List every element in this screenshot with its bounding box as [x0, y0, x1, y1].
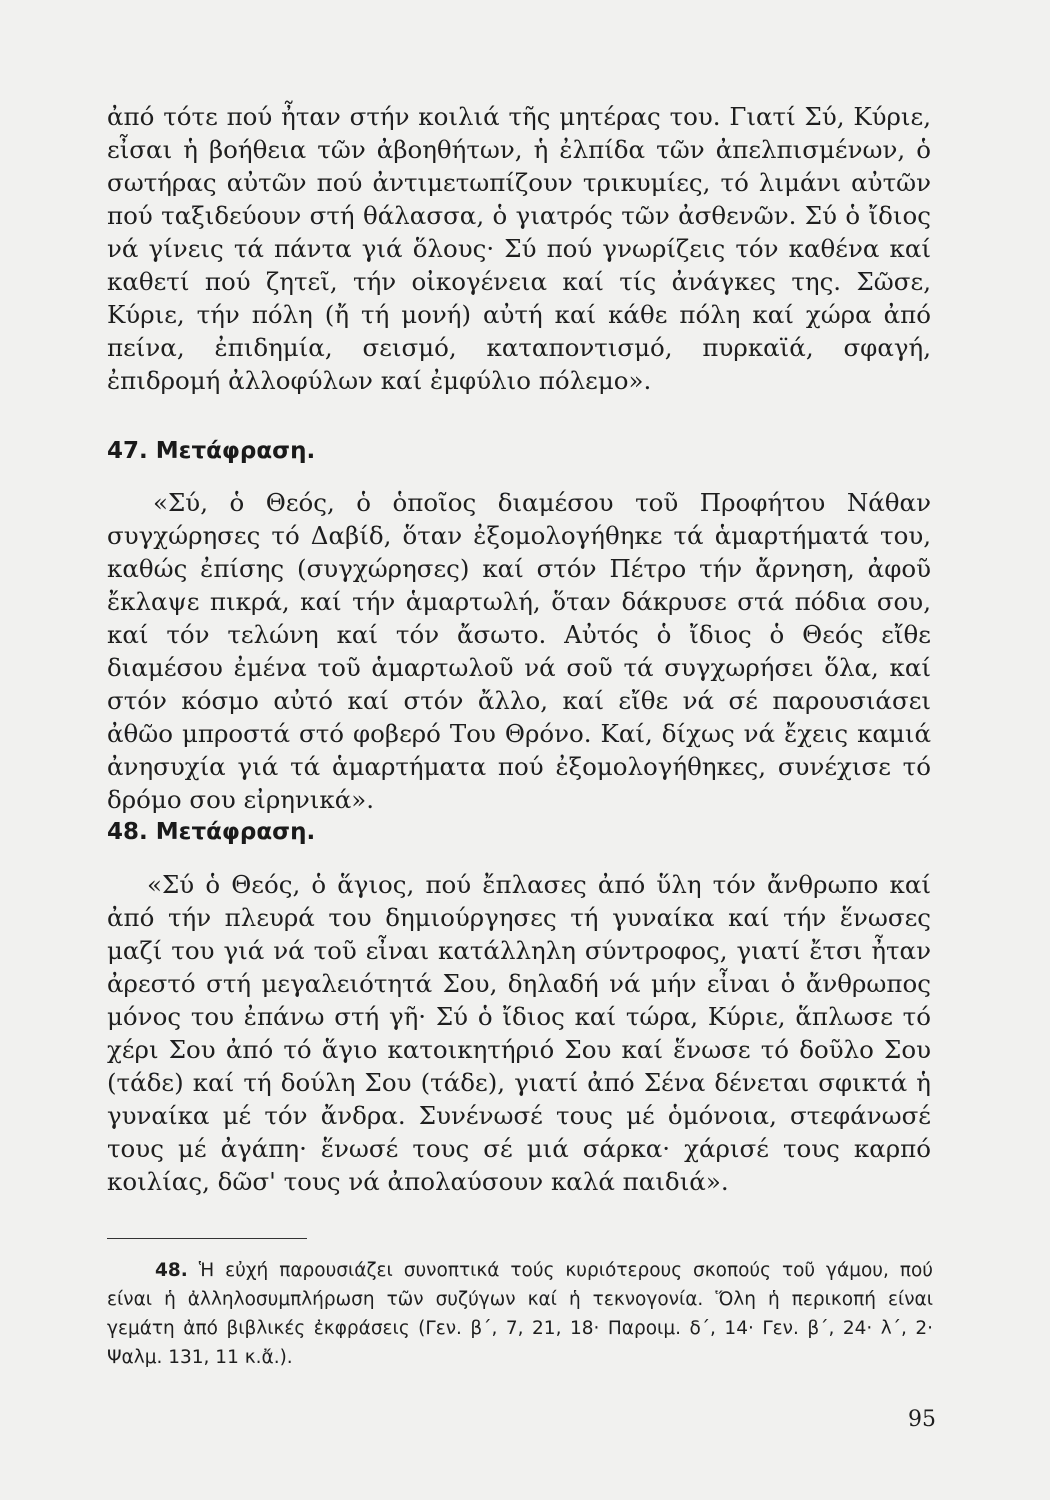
footnote-divider — [107, 1238, 307, 1239]
footnote-text: Ἡ εὐχή παρουσιάζει συνοπτικά τούς κυριότερους σκοπούς τοῦ γάμου, πού είναι ἡ ἀλληλοσυμπλήρωση τῶν συζύγων καί ἡ τεκνογονία. Ὅλη ἡ περικοπή είναι γεμάτη ἀπό βιβλικές ἐκφράσεις (Γεν. β΄, 7, 21, 18· Παροιμ. δ΄, 14· Γεν. β΄, 24· λ΄, 2· Ψαλμ. 131, 11 κ.ἄ.). — [107, 1260, 933, 1368]
footnote — [107, 1256, 933, 1372]
section-heading-48: 48. Μετάφραση. — [107, 819, 316, 845]
paragraph-section-47: «Σύ, ὁ Θεός, ὁ ὁποῖος διαμέσου τοῦ Προφήτου Νάθαν συγχώρησες τό Δαβίδ, ὅταν ἐξομολογήθηκε τά ἁμαρτήματά του, καθώς ἐπίσης (συγχώρησες) καί στόν Πέτρο τήν ἄρνηση, ἀφοῦ ἔκλαψε πικρά, καί τήν ἁμαρτωλή, ὅταν δάκρυσε στά πόδια σου, καί τόν τελώνη καί τόν ἄσωτο. Αὐτός ὁ ἴδιος ὁ Θεός εἴθε διαμέσου ἐμένα τοῦ ἁμαρτωλοῦ νά σοῦ τά συγχωρήσει ὅλα, καί στόν κόσμο αὐτό καί στόν ἄλλο, καί εἴθε νά σέ παρουσιάσει ἀθῶο μπροστά στό φοβερό Του Θρόνο. Καί, δίχως νά ἔχεις καμιά ἀνησυχία γιά τά ἁμαρτήματα πού ἐξομολογήθηκες, συνέχισε τό δρόμο σου εἰρηνικά». — [107, 488, 931, 814]
paragraph-section-48: «Σύ ὁ Θεός, ὁ ἅγιος, πού ἔπλασες ἀπό ὕλη τόν ἄνθρωπο καί ἀπό τήν πλευρά του δημιούργησες τή γυναίκα καί τήν ἕνωσες μαζί του γιά νά τοῦ εἶναι κατάλληλη σύντροφος, γιατί ἔτσι ἦταν ἀρεστό στή μεγαλειότητά Σου, δηλαδή νά μήν εἶναι ὁ ἄνθρωπος μόνος του ἐπάνω στή γῆ· Σύ ὁ ἴδιος καί τώρα, Κύριε, ἅπλωσε τό χέρι Σου ἀπό τό ἅγιο κατοικητήριό Σου καί ἕνωσε τό δοῦλο Σου (τάδε) καί τή δούλη Σου (τάδε), γιατί ἀπό Σένα δένεται σφικτά ἡ γυναίκα μέ τόν ἄνδρα. Συνένωσέ τους μέ ὁμόνοια, στεφάνωσέ τους μέ ἀγάπη· ἕνωσέ τους σέ μιά σάρκα· χάρισέ τους καρπό κοιλίας, δῶσ' τους νά ἀπολαύσουν καλά παιδιά». — [107, 870, 931, 1196]
footnote-number: 48. — [155, 1260, 188, 1281]
page-number: 95 — [908, 1407, 936, 1432]
section-heading-47: 47. Μετάφραση. — [107, 438, 316, 464]
paragraph-intro: ἀπό τότε πού ἦταν στήν κοιλιά τῆς μητέρας του. Γιατί Σύ, Κύριε, εἶσαι ἡ βοήθεια τῶν ἀβοηθήτων, ἡ ἐλπίδα τῶν ἀπελπισμένων, ὁ σωτήρας αὐτῶν πού ἀντιμετωπίζουν τρικυμίες, τό λιμάνι αὐτῶν πού ταξιδεύουν στή θάλασσα, ὁ γιατρός τῶν ἀσθενῶν. Σύ ὁ ἴδιος νά γίνεις τά πάντα γιά ὅλους· Σύ πού γνωρίζεις τόν καθένα καί καθετί πού ζητεῖ, τήν οἰκογένεια καί τίς ἀνάγκες της. Σῶσε, Κύριε, τήν πόλη (ἤ τή μονή) αὐτή καί κάθε πόλη καί χώρα ἀπό πείνα, ἐπιδημία, σεισμό, καταποντισμό, πυρκαϊά, σφαγή, ἐπιδρομή ἀλλοφύλων καί ἐμφύλιο πόλεμο». — [107, 102, 931, 395]
